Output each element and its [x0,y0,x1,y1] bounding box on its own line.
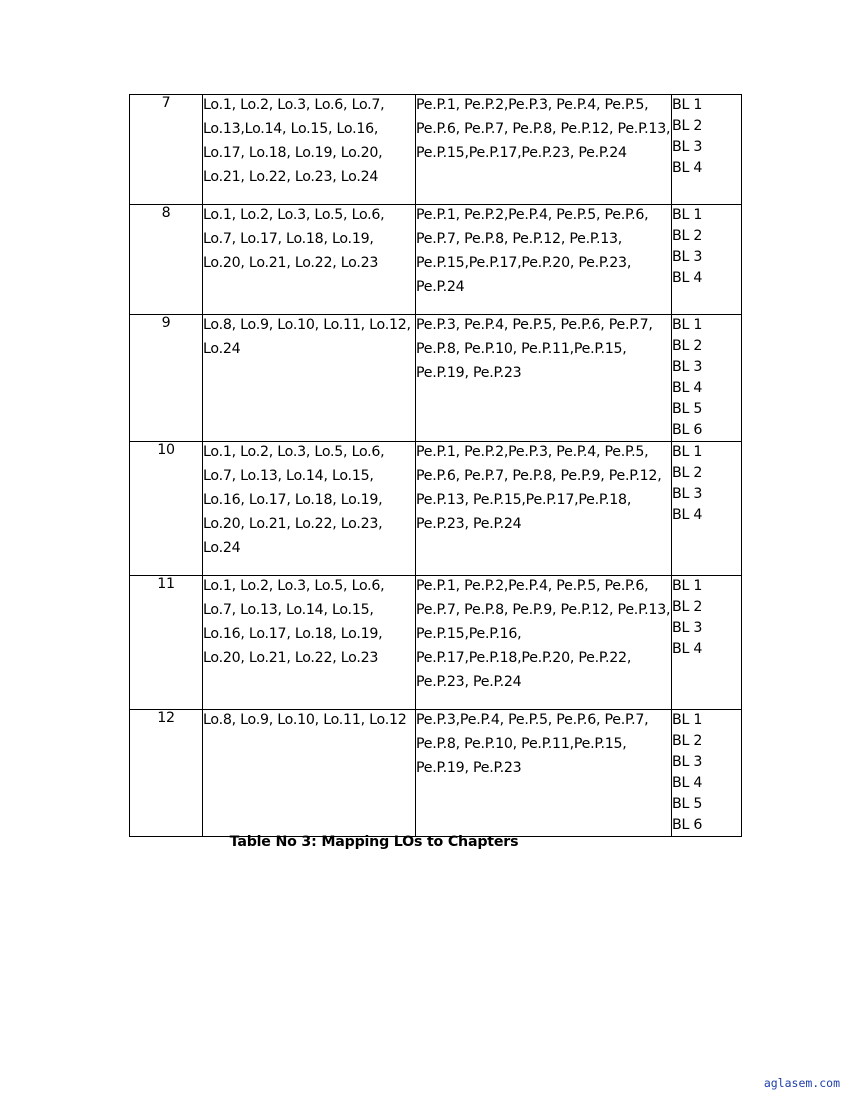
pedagogical-processes-cell [416,710,672,837]
blooms-level: BL 1 [672,207,703,223]
pedagogical-processes-text: Pe.P.3,Pe.P.4, Pe.P.5, Pe.P.6, Pe.P.7, Pe.P.8, Pe.P.10, Pe.P.11,Pe.P.15, Pe.P.19, Pe.P.23 [416,712,649,776]
blooms-levels-cell [672,442,742,576]
chapter-number: 10 [130,442,203,576]
chapter-number: 9 [130,315,203,442]
table-row [130,576,742,710]
blooms-level: BL 4 [672,507,703,523]
learning-outcomes-cell [203,442,416,576]
blooms-level: BL 1 [672,444,703,460]
pedagogical-processes-cell [416,205,672,315]
pedagogical-processes-text: Pe.P.1, Pe.P.2,Pe.P.4, Pe.P.5, Pe.P.6, Pe.P.7, Pe.P.8, Pe.P.9, Pe.P.12, Pe.P.13, Pe.P.15,Pe.P.16, Pe.P.17,Pe.P.18,Pe.P.20, Pe.P.22, Pe.P.23, Pe.P.24 [416,578,671,690]
blooms-level: BL 3 [672,249,703,265]
blooms-level: BL 4 [672,380,703,396]
blooms-level: BL 3 [672,359,703,375]
blooms-levels-cell [672,95,742,205]
blooms-level: BL 6 [672,422,703,438]
pedagogical-processes-text: Pe.P.1, Pe.P.2,Pe.P.3, Pe.P.4, Pe.P.5, Pe.P.6, Pe.P.7, Pe.P.8, Pe.P.12, Pe.P.13, Pe.P.15,Pe.P.17,Pe.P.23, Pe.P.24 [416,97,671,161]
pedagogical-processes-text: Pe.P.3, Pe.P.4, Pe.P.5, Pe.P.6, Pe.P.7, Pe.P.8, Pe.P.10, Pe.P.11,Pe.P.15, Pe.P.19, Pe.P.23 [416,317,653,381]
watermark: aglasem.com [763,1076,840,1090]
blooms-level: BL 1 [672,712,703,728]
table-row [130,95,742,205]
blooms-level: BL 4 [672,160,703,176]
chapter-number: 11 [130,576,203,710]
pedagogical-processes-cell [416,576,672,710]
blooms-level: BL 3 [672,486,703,502]
table-row [130,442,742,576]
blooms-level: BL 2 [672,118,703,134]
table-caption: Table No 3: Mapping LOs to Chapters [229,834,519,850]
learning-outcomes-text: Lo.1, Lo.2, Lo.3, Lo.5, Lo.6, Lo.7, Lo.13, Lo.14, Lo.15, Lo.16, Lo.17, Lo.18, Lo.19, Lo.20, Lo.21, Lo.22, Lo.23 [203,578,385,666]
learning-outcomes-cell [203,205,416,315]
table-row [130,205,742,315]
blooms-levels-cell [672,205,742,315]
blooms-level: BL 1 [672,578,703,594]
learning-outcomes-text: Lo.1, Lo.2, Lo.3, Lo.5, Lo.6, Lo.7, Lo.13, Lo.14, Lo.15, Lo.16, Lo.17, Lo.18, Lo.19, Lo.20, Lo.21, Lo.22, Lo.23, Lo.24 [203,444,385,556]
pedagogical-processes-cell [416,95,672,205]
table-row [130,315,742,442]
learning-outcomes-cell [203,710,416,837]
learning-outcomes-text: Lo.8, Lo.9, Lo.10, Lo.11, Lo.12 [203,712,407,728]
blooms-levels-cell [672,315,742,442]
chapter-number: 7 [130,95,203,205]
blooms-level: BL 3 [672,754,703,770]
lo-mapping-table [129,94,742,837]
learning-outcomes-cell [203,95,416,205]
pedagogical-processes-text: Pe.P.1, Pe.P.2,Pe.P.4, Pe.P.5, Pe.P.6, Pe.P.7, Pe.P.8, Pe.P.12, Pe.P.13, Pe.P.15,Pe.P.17,Pe.P.20, Pe.P.23, Pe.P.24 [416,207,649,295]
chapter-number: 8 [130,205,203,315]
blooms-level: BL 5 [672,796,703,812]
blooms-level: BL 6 [672,817,703,833]
blooms-level: BL 4 [672,775,703,791]
blooms-level: BL 2 [672,228,703,244]
table-row [130,710,742,837]
blooms-level: BL 3 [672,620,703,636]
blooms-level: BL 5 [672,401,703,417]
blooms-level: BL 3 [672,139,703,155]
blooms-levels-cell [672,576,742,710]
pedagogical-processes-cell [416,442,672,576]
blooms-levels-cell [672,710,742,837]
learning-outcomes-cell [203,576,416,710]
pedagogical-processes-text: Pe.P.1, Pe.P.2,Pe.P.3, Pe.P.4, Pe.P.5, Pe.P.6, Pe.P.7, Pe.P.8, Pe.P.9, Pe.P.12, Pe.P.13, Pe.P.15,Pe.P.17,Pe.P.18, Pe.P.23, Pe.P.24 [416,444,662,532]
learning-outcomes-text: Lo.8, Lo.9, Lo.10, Lo.11, Lo.12, Lo.24 [203,317,411,357]
blooms-level: BL 2 [672,465,703,481]
learning-outcomes-cell [203,315,416,442]
blooms-level: BL 1 [672,317,703,333]
chapter-number: 12 [130,710,203,837]
blooms-level: BL 4 [672,641,703,657]
learning-outcomes-text: Lo.1, Lo.2, Lo.3, Lo.5, Lo.6, Lo.7, Lo.17, Lo.18, Lo.19, Lo.20, Lo.21, Lo.22, Lo.23 [203,207,385,271]
blooms-level: BL 4 [672,270,703,286]
pedagogical-processes-cell [416,315,672,442]
blooms-level: BL 2 [672,599,703,615]
blooms-level: BL 2 [672,338,703,354]
blooms-level: BL 1 [672,97,703,113]
learning-outcomes-text: Lo.1, Lo.2, Lo.3, Lo.6, Lo.7, Lo.13,Lo.14, Lo.15, Lo.16, Lo.17, Lo.18, Lo.19, Lo.20, Lo.21, Lo.22, Lo.23, Lo.24 [203,97,385,185]
blooms-level: BL 2 [672,733,703,749]
